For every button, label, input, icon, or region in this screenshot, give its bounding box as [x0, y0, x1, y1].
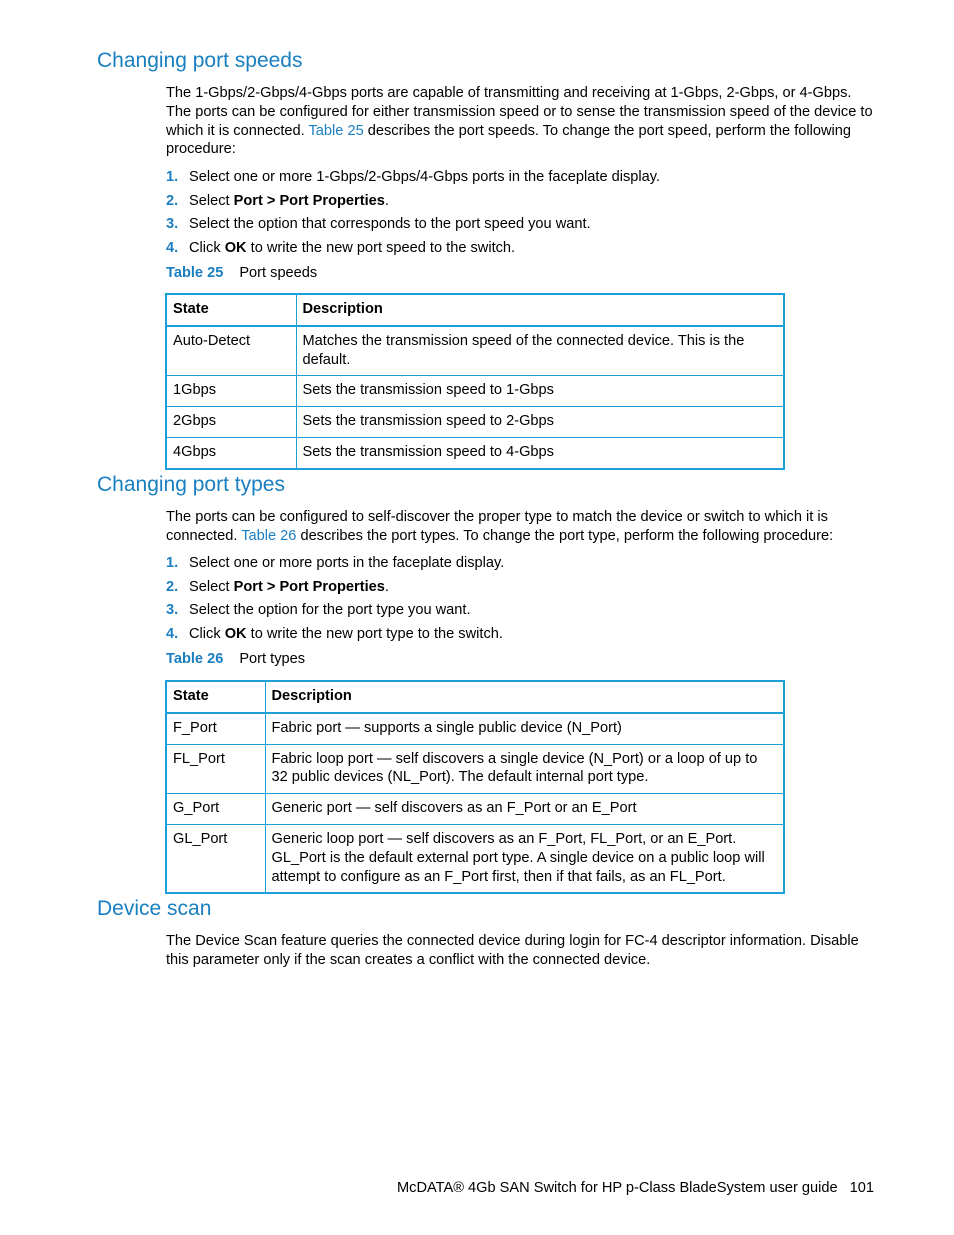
table-row	[166, 744, 784, 794]
cell-state: GL_Port	[166, 824, 265, 893]
step-text: .	[384, 578, 389, 595]
table-row	[166, 326, 784, 376]
step-text: Select the option that corresponds to the port speed you want.	[189, 216, 591, 232]
port-types-table	[165, 680, 785, 894]
step-item	[166, 239, 660, 263]
cell-description: Sets the transmission speed to 4-Gbps	[296, 437, 784, 468]
cell-state: Auto-Detect	[166, 326, 296, 376]
menu-path: Port > Port Properties	[233, 192, 385, 209]
table-caption-port-types	[166, 651, 305, 667]
procedure-steps-port-types	[166, 554, 504, 648]
paragraph-device-scan: The Device Scan feature queries the connected device during login for FC-4 descriptor information. Disable this parameter only if the scan creates a conflict with the connected device.	[166, 933, 859, 968]
table-row	[166, 376, 784, 407]
step-item	[166, 601, 504, 625]
cell-state: 4Gbps	[166, 437, 296, 468]
step-text: Select	[189, 578, 230, 595]
button-name: OK	[224, 239, 247, 256]
table-title: Port speeds	[239, 265, 318, 281]
section-heading-port-speeds: Changing port speeds	[97, 49, 303, 72]
table-25-link[interactable]: Table 25	[308, 122, 364, 139]
cell-state: G_Port	[166, 794, 265, 825]
step-text: Click	[189, 625, 221, 642]
intro-paragraph-port-types	[166, 508, 878, 546]
table-row	[166, 713, 784, 744]
step-item	[166, 554, 504, 578]
step-item	[166, 192, 660, 216]
cell-description: Fabric port — supports a single public device (N_Port)	[265, 713, 784, 744]
section-heading-device-scan: Device scan	[97, 897, 212, 920]
paragraph-text: The 1-Gbps/2-Gbps/4-Gbps ports are capable of transmitting and receiving at 1-Gbps, 2-Gbps, or 4-Gbps. The ports can be configured for either transmission speed or to sense the transmission speed of the device to which it is connected.	[166, 85, 873, 139]
cell-description: Generic port — self discovers as an F_Port or an E_Port	[265, 794, 784, 825]
cell-state: 1Gbps	[166, 376, 296, 407]
table-row	[166, 794, 784, 825]
step-item	[166, 625, 504, 649]
step-item	[166, 215, 660, 239]
paragraph-text: The ports can be configured to self-discover the proper type to match the device or switch to which it is connected.	[166, 509, 828, 544]
procedure-steps-port-speeds	[166, 168, 660, 262]
step-text: .	[384, 192, 389, 209]
step-text: to write the new port speed to the switch.	[250, 239, 516, 256]
page-footer	[397, 1180, 874, 1196]
step-number: 3.	[166, 216, 179, 232]
table-row	[166, 824, 784, 893]
header-state: State	[166, 681, 265, 713]
cell-description: Generic loop port — self discovers as an F_Port, FL_Port, or an E_Port. GL_Port is the default external port type. A single device on a public loop will attempt to configure as an F_Port first, then if that fails, as an FL_Port.	[265, 824, 784, 893]
header-description: Description	[296, 294, 784, 326]
table-26-link[interactable]: Table 26	[241, 527, 297, 544]
step-text: to write the new port type to the switch.	[250, 625, 503, 642]
header-state: State	[166, 294, 296, 326]
step-number: 3.	[166, 602, 179, 618]
step-text: Select	[189, 192, 230, 209]
table-title: Port types	[239, 651, 306, 667]
step-item	[166, 578, 504, 602]
cell-state: FL_Port	[166, 744, 265, 794]
cell-description: Matches the transmission speed of the connected device. This is the default.	[296, 326, 784, 376]
cell-description: Fabric loop port — self discovers a single device (N_Port) or a loop of up to 32 public devices (NL_Port). The default internal port type.	[265, 744, 784, 794]
step-number: 1.	[166, 169, 179, 185]
header-description: Description	[265, 681, 784, 713]
table-header-row	[166, 294, 784, 326]
table-label: Table 26	[166, 651, 224, 667]
step-number: 4.	[166, 239, 179, 256]
cell-state: 2Gbps	[166, 407, 296, 438]
paragraph-text: describes the port types. To change the port type, perform the following procedure:	[300, 527, 834, 544]
menu-path: Port > Port Properties	[233, 578, 385, 595]
table-row	[166, 437, 784, 468]
section-heading-port-types: Changing port types	[97, 473, 285, 496]
footer-title: McDATA® 4Gb SAN Switch for HP p-Class BladeSystem user guide	[397, 1180, 838, 1196]
table-label: Table 25	[166, 265, 224, 281]
step-number: 1.	[166, 555, 179, 571]
step-item	[166, 168, 660, 192]
port-speeds-table	[165, 293, 785, 470]
button-name: OK	[224, 625, 247, 642]
step-text: Click	[189, 239, 221, 256]
step-text: Select one or more ports in the faceplate display.	[189, 555, 505, 571]
table-row	[166, 407, 784, 438]
page-number: 101	[849, 1180, 874, 1196]
cell-description: Sets the transmission speed to 2-Gbps	[296, 407, 784, 438]
intro-paragraph-port-speeds	[166, 84, 878, 159]
step-number: 2.	[166, 192, 179, 209]
step-text: Select the option for the port type you want.	[189, 602, 471, 618]
paragraph-text: describes the port speeds. To change the port speed, perform the following procedure:	[166, 122, 852, 158]
cell-description: Sets the transmission speed to 1-Gbps	[296, 376, 784, 407]
table-header-row	[166, 681, 784, 713]
step-number: 4.	[166, 625, 179, 642]
step-text: Select one or more 1-Gbps/2-Gbps/4-Gbps ports in the faceplate display.	[189, 169, 661, 185]
cell-state: F_Port	[166, 713, 265, 744]
step-number: 2.	[166, 578, 179, 595]
table-caption-port-speeds	[166, 265, 317, 281]
